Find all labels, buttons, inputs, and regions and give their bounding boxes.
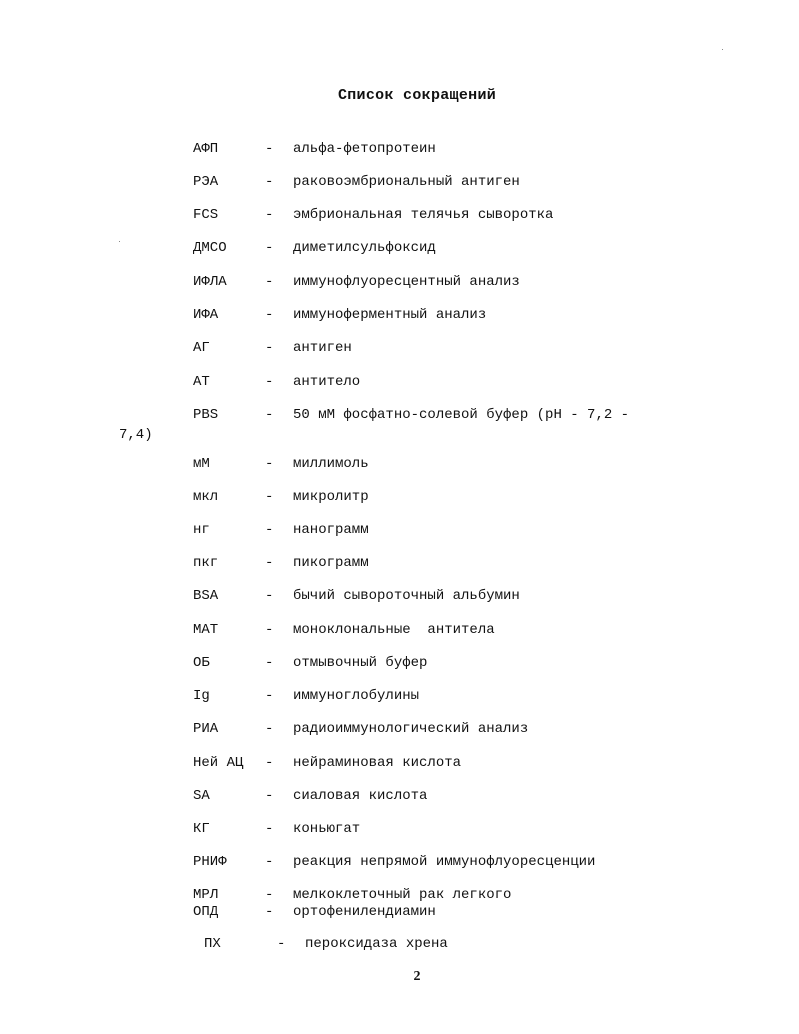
abbreviation-entry xyxy=(0,487,799,507)
abbreviation-dash: - xyxy=(265,141,274,157)
page-number: 2 xyxy=(413,969,421,984)
abbreviation-entry xyxy=(0,719,799,739)
abbreviation-dash: - xyxy=(265,655,274,671)
abbreviation-term: КГ xyxy=(193,821,210,837)
abbreviation-dash: - xyxy=(265,207,274,223)
abbreviation-term: Ней АЦ xyxy=(193,755,244,771)
abbreviation-entry xyxy=(0,786,799,806)
abbreviation-term: Ig xyxy=(193,688,210,704)
abbreviation-definition: миллимоль xyxy=(293,456,369,472)
abbreviation-definition: бычий сывороточный альбумин xyxy=(293,588,520,604)
abbreviation-definition: нанограмм xyxy=(293,522,369,538)
abbreviation-entry xyxy=(0,902,799,922)
abbreviation-entry xyxy=(0,586,799,606)
abbreviation-dash: - xyxy=(265,174,274,190)
abbreviation-definition: антитело xyxy=(293,374,361,390)
abbreviation-entry xyxy=(0,819,799,839)
abbreviation-dash: - xyxy=(265,755,274,771)
abbreviation-definition: пероксидаза хрена xyxy=(305,936,448,952)
abbreviation-entry xyxy=(0,372,799,392)
abbreviation-term: FCS xyxy=(193,207,219,223)
abbreviation-definition: мелкоклеточный рак легкого xyxy=(293,887,512,903)
abbreviation-definition: раковоэмбриональный антиген xyxy=(293,174,520,190)
abbreviation-definition: ортофенилендиамин xyxy=(293,904,436,920)
abbreviation-dash: - xyxy=(265,887,274,903)
abbreviation-entry xyxy=(0,338,799,358)
abbreviation-definition: диметилсульфоксид xyxy=(293,240,436,256)
abbreviation-entry xyxy=(0,653,799,673)
abbreviation-dash: - xyxy=(277,936,286,952)
abbreviation-term: мМ xyxy=(193,456,210,472)
abbreviation-entry xyxy=(0,852,799,872)
abbreviation-entry xyxy=(0,620,799,640)
abbreviation-definition: сиаловая кислота xyxy=(293,788,428,804)
abbreviation-entry xyxy=(0,272,799,292)
abbreviation-definition: пикограмм xyxy=(293,555,369,571)
abbreviation-dash: - xyxy=(265,240,274,256)
abbreviation-dash: - xyxy=(265,821,274,837)
abbreviation-dash: - xyxy=(265,274,274,290)
abbreviation-dash: - xyxy=(265,307,274,323)
abbreviation-term: АТ xyxy=(193,374,210,390)
abbreviation-definition: радиоиммунологический анализ xyxy=(293,721,529,737)
abbreviation-entry xyxy=(0,553,799,573)
abbreviation-definition: 50 мМ фосфатно-солевой буфер (pH - 7,2 - xyxy=(293,407,630,423)
abbreviation-entry xyxy=(0,405,799,425)
abbreviation-dash: - xyxy=(265,555,274,571)
abbreviation-term: ПХ xyxy=(204,936,221,952)
abbreviation-term: РНИФ xyxy=(193,854,227,870)
abbreviation-term: ОБ xyxy=(193,655,210,671)
abbreviation-term: РИА xyxy=(193,721,219,737)
abbreviation-dash: - xyxy=(265,407,274,423)
abbreviation-definition: иммуноглобулины xyxy=(293,688,420,704)
abbreviation-definition: иммунофлуоресцентный анализ xyxy=(293,274,520,290)
abbreviation-entry xyxy=(0,520,799,540)
abbreviation-term: МАТ xyxy=(193,622,219,638)
abbreviation-dash: - xyxy=(265,688,274,704)
abbreviation-dash: - xyxy=(265,854,274,870)
abbreviation-term: мкл xyxy=(193,489,219,505)
abbreviation-entry xyxy=(0,934,799,954)
abbreviation-dash: - xyxy=(265,721,274,737)
abbreviation-term: МРЛ xyxy=(193,887,219,903)
abbreviation-dash: - xyxy=(265,522,274,538)
abbreviation-term: ИФА xyxy=(193,307,219,323)
abbreviation-term: РЭА xyxy=(193,174,219,190)
abbreviation-entry xyxy=(0,753,799,773)
definition-continuation: 7,4) xyxy=(119,427,153,443)
abbreviation-term: SA xyxy=(193,788,210,804)
abbreviation-dash: - xyxy=(265,622,274,638)
abbreviation-term: BSA xyxy=(193,588,219,604)
abbreviation-definition: отмывочный буфер xyxy=(293,655,428,671)
abbreviation-term: АФП xyxy=(193,141,219,157)
abbreviation-entry xyxy=(0,454,799,474)
abbreviation-dash: - xyxy=(265,588,274,604)
abbreviation-definition: коньюгат xyxy=(293,821,361,837)
abbreviation-entry xyxy=(0,172,799,192)
abbreviation-dash: - xyxy=(265,788,274,804)
abbreviation-entry xyxy=(0,139,799,159)
scan-speck xyxy=(722,49,723,50)
abbreviation-term: ИФЛА xyxy=(193,274,227,290)
abbreviation-dash: - xyxy=(265,340,274,356)
abbreviation-dash: - xyxy=(265,489,274,505)
abbreviation-dash: - xyxy=(265,374,274,390)
abbreviation-term: АГ xyxy=(193,340,210,356)
abbreviation-definition: эмбриональная телячья сыворотка xyxy=(293,207,554,223)
abbreviation-definition: иммуноферментный анализ xyxy=(293,307,487,323)
abbreviation-definition: альфа-фетопротеин xyxy=(293,141,436,157)
abbreviation-term: пкг xyxy=(193,555,219,571)
abbreviation-entry xyxy=(0,205,799,225)
abbreviation-definition: антиген xyxy=(293,340,352,356)
abbreviation-definition: моноклональные антитела xyxy=(293,622,495,638)
abbreviation-entry xyxy=(0,305,799,325)
page-title: Список сокращений xyxy=(337,87,497,104)
abbreviation-dash: - xyxy=(265,456,274,472)
abbreviation-entry xyxy=(0,686,799,706)
abbreviation-term: ДМСО xyxy=(193,240,227,256)
scan-speck xyxy=(119,241,120,242)
abbreviation-definition: микролитр xyxy=(293,489,369,505)
abbreviation-term: PBS xyxy=(193,407,219,423)
abbreviation-definition: реакция непрямой иммунофлуоресценции xyxy=(293,854,596,870)
abbreviation-term: ОПД xyxy=(193,904,219,920)
abbreviation-term: нг xyxy=(193,522,210,538)
abbreviation-dash: - xyxy=(265,904,274,920)
abbreviation-definition: нейраминовая кислота xyxy=(293,755,462,771)
